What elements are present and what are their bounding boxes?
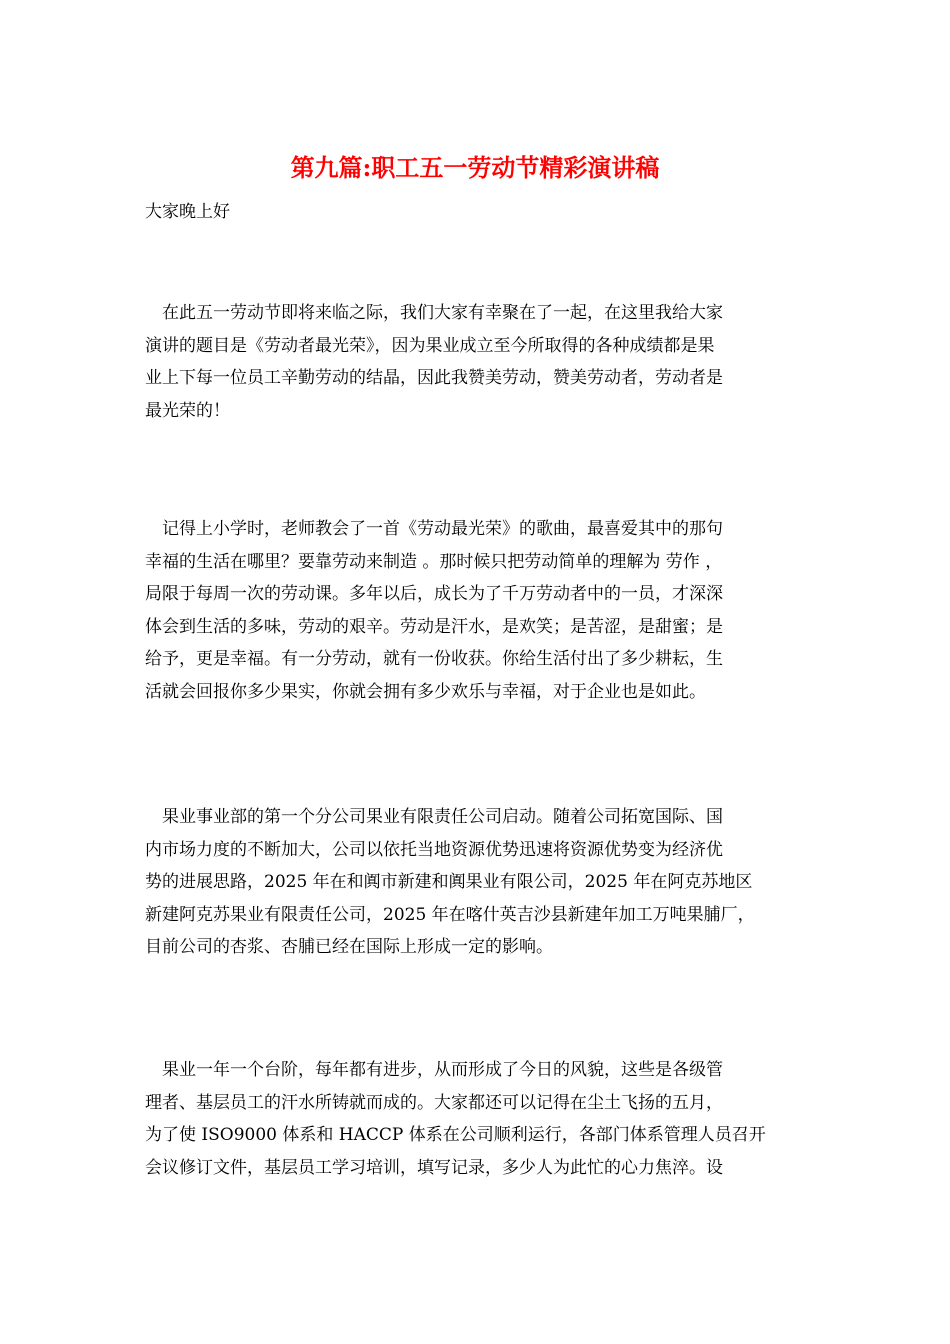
greeting-line: 大家晚上好	[145, 202, 230, 222]
paragraph-line: 理者、基层员工的汗水所铸就而成的。大家都还可以记得在尘土飞扬的五月，	[145, 1092, 723, 1113]
paragraph-line: 演讲的题目是《劳动者最光荣》，因为果业成立至今所取得的各种成绩都是果	[145, 335, 715, 356]
document-title: 第九篇:职工五一劳动节精彩演讲稿	[290, 153, 660, 182]
paragraph-1	[145, 297, 810, 427]
paragraph-line: 记得上小学时，老师教会了一首《劳动最光荣》的歌曲，最喜爱其中的那句	[145, 519, 723, 539]
paragraph-line: 业上下每一位员工辛勤劳动的结晶，因此我赞美劳动，赞美劳动者，劳动者是	[145, 368, 723, 389]
paragraph-line: 内市场力度的不断加大，公司以依托当地资源优势迅速将资源优势变为经济优	[145, 839, 723, 860]
paragraph-4	[145, 1054, 810, 1184]
paragraph-line: 势的进展思路，2025 年在和阗市新建和阗果业有限公司，2025 年在阿克苏地区	[145, 872, 753, 893]
paragraph-line: 果业一年一个台阶，每年都有进步，从而形成了今日的风貌，这些是各级管	[145, 1060, 723, 1080]
paragraph-2	[145, 513, 810, 709]
paragraph-line: 局限于每周一次的劳动课。多年以后，成长为了千万劳动者中的一员，才深深	[145, 584, 723, 605]
paragraph-3	[145, 801, 810, 964]
paragraph-line: 活就会回报你多少果实，你就会拥有多少欢乐与幸福，对于企业也是如此。	[145, 681, 706, 702]
paragraph-line: 会议修订文件，基层员工学习培训，填写记录，多少人为此忙的心力焦淬。设	[145, 1157, 723, 1178]
paragraph-line: 目前公司的杏浆、杏脯已经在国际上形成一定的影响。	[145, 937, 553, 958]
paragraph-line: 在此五一劳动节即将来临之际，我们大家有幸聚在了一起，在这里我给大家	[145, 303, 723, 323]
paragraph-line: 果业事业部的第一个分公司果业有限责任公司启动。随着公司拓宽国际、国	[145, 807, 723, 827]
paragraph-line: 体会到生活的多味，劳动的艰辛。劳动是汗水，是欢笑；是苦涩，是甜蜜；是	[145, 616, 723, 637]
paragraph-line: 幸福的生活在哪里？要靠劳动来制造 。那时候只把劳动简单的理解为 劳作 ，	[145, 551, 723, 572]
paragraph-line: 给予，更是幸福。有一分劳动，就有一份收获。你给生活付出了多少耕耘，生	[145, 649, 723, 670]
paragraph-line: 最光荣的！	[145, 400, 230, 421]
paragraph-line: 为了使 ISO9000 体系和 HACCP 体系在公司顺利运行，各部门体系管理人员召开	[145, 1125, 766, 1146]
paragraph-line: 新建阿克苏果业有限责任公司，2025 年在喀什英吉沙县新建年加工万吨果脯厂，	[145, 904, 755, 925]
